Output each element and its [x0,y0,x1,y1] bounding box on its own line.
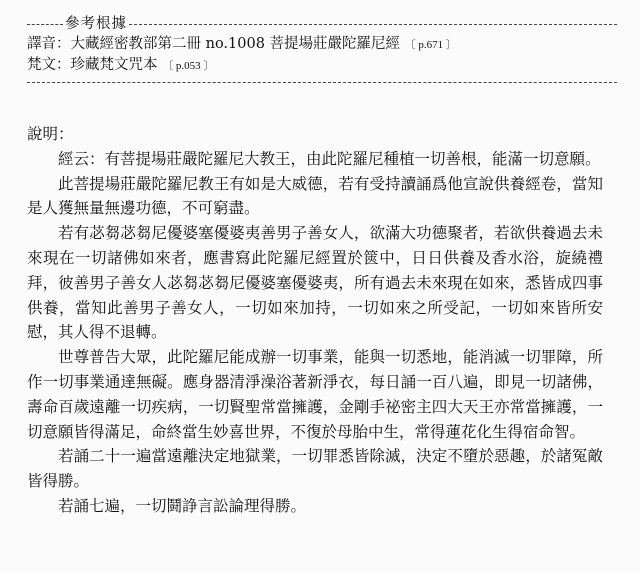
dashed-divider [27,24,63,25]
explanation-heading: 說明： [27,125,74,143]
paragraph: 經云：有菩提場莊嚴陀羅尼大教王，由此陀羅尼種植一切善根，能滿一切意願。 [58,149,601,168]
sanskrit-source-line [27,55,617,76]
reference-header [27,14,617,34]
sanskrit-page: 〔 p.053 〕 [162,60,215,72]
sanskrit-label: 梵文： [27,57,71,73]
paragraph: 此菩提場莊嚴陀羅尼教王有如是大威德，若有受持讀誦爲他宣說供養經卷，當知是人獲無量無邊功德，不可窮盡。 [27,174,603,218]
paragraph: 若有苾芻苾芻尼優婆塞優婆夷善男子善女人，欲滿大功德聚者，若欲供養過去未來現在一切諸佛如來者，應書寫此陀羅尼經置於篋中，日日供養及香水浴，旋繞禮拜，彼善男子善女人苾芻苾芻尼優婆塞優婆夷，所有過去未來現在如來，悉皆成四事供養，當知此善男子善女人，一切如來加持，一切如來之所受記，一切如來皆所安慰，其人得不退轉。 [27,224,603,342]
sanskrit-source: 珍藏梵文咒本 [70,57,158,73]
translation-page: 〔 p.671 〕 [404,39,457,51]
paragraph: 若誦七遍，一切鬪諍言訟論理得勝。 [58,496,307,515]
reference-section [27,14,617,83]
paragraph: 若誦二十一遍當遠離決定地獄業，一切罪悉皆除滅，決定不墮於惡趣，於諸冤敵皆得勝。 [27,447,603,491]
dashed-divider [27,82,617,83]
dashed-divider [129,24,617,25]
translation-source-line [27,34,617,55]
paragraph: 世尊普告大眾，此陀羅尼能成辦一切事業，能與一切悉地，能消滅一切罪障，所作一切事業通達無礙。應身器清淨澡浴著新淨衣，每日誦一百八遍，即見一切諸佛，壽命百歲遠離一切疾病，一切賢聖常當擁護，金剛手祕密主四大天王亦常當擁護，一切意願皆得滿足，命終當生妙喜世界，不復於母胎中生，常得蓮花化生得宿命智。 [27,348,603,441]
translation-label: 譯音： [27,36,71,52]
explanation-section [27,122,603,519]
translation-source: 大藏經密教部第二冊 no.1008 菩提場莊嚴陀羅尼經 [70,36,401,52]
reference-heading: 參考根據 [65,16,127,32]
